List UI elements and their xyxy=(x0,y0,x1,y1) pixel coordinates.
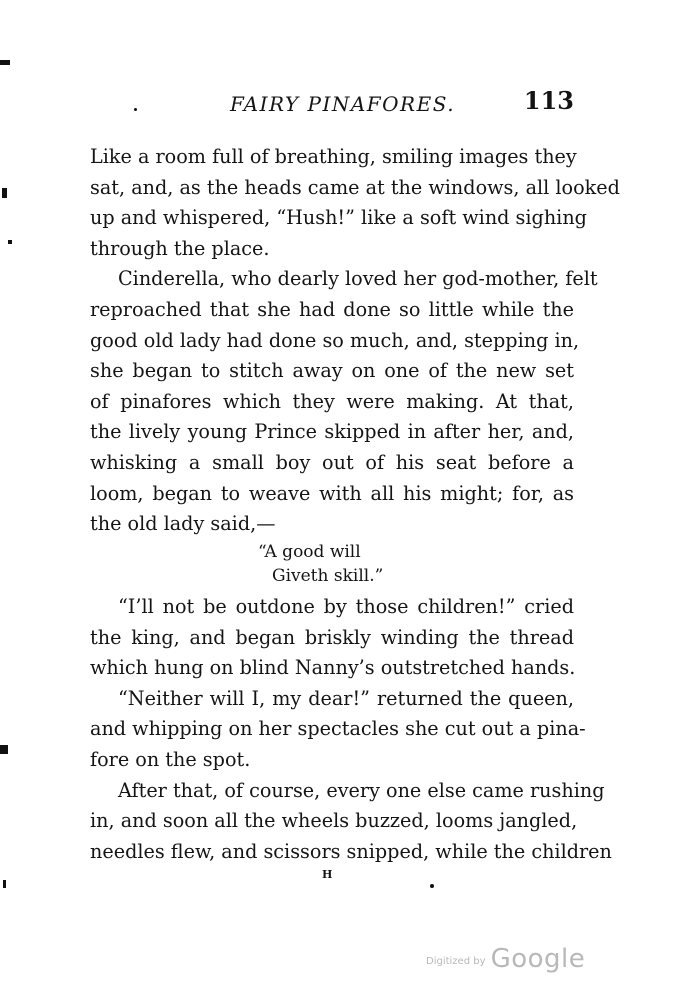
verse-quote xyxy=(258,540,383,588)
text-line: whisking a small boy out of his seat before a xyxy=(90,450,574,474)
text-line: up and whispered, “Hush!” like a soft wind sighing xyxy=(90,206,587,230)
text-line: fore on the spot. xyxy=(90,747,251,771)
text-line: which hung on blind Nanny’s outstretched hands. xyxy=(90,656,576,680)
paragraph xyxy=(90,264,598,539)
running-title: FAIRY PINAFORES. xyxy=(230,92,456,116)
margin-mark xyxy=(0,60,10,65)
text-line: in, and soon all the wheels buzzed, looms jangled, xyxy=(90,809,578,833)
text-line: the king, and began briskly winding the thread xyxy=(90,625,574,649)
paragraph xyxy=(90,592,574,684)
text-line: needles flew, and scissors snipped, while the children xyxy=(90,839,612,863)
text-line: she began to stitch away on one of the new set xyxy=(90,359,574,383)
text-line: loom, began to weave with all his might; for, as xyxy=(90,481,574,505)
paragraph xyxy=(90,776,612,868)
text-line: through the place. xyxy=(90,236,270,260)
text-line: After that, of course, every one else came rushing xyxy=(118,778,605,802)
text-line: reproached that she had done so little while the xyxy=(90,297,574,321)
google-logo: Google xyxy=(490,944,586,974)
verse-line: Giveth skill.” xyxy=(272,566,384,586)
text-line: “Neither will I, my dear!” returned the queen, xyxy=(118,686,574,710)
page-header xyxy=(90,86,574,122)
body-text-bottom xyxy=(90,592,612,867)
margin-mark xyxy=(0,745,8,754)
page-number: 113 xyxy=(523,86,574,115)
margin-mark xyxy=(2,188,7,198)
margin-mark xyxy=(8,240,12,244)
paragraph xyxy=(90,684,586,776)
text-line: the old lady said,— xyxy=(90,512,276,536)
text-line: good old lady had done so much, and, stepping in, xyxy=(90,328,580,352)
digitized-prefix: Digitized by xyxy=(426,956,486,967)
text-line: of pinafores which they were making. At that, xyxy=(90,389,574,413)
verse-line: “A good will xyxy=(258,542,361,562)
text-line: Like a room full of breathing, smiling images they xyxy=(90,145,577,168)
paragraph xyxy=(90,142,620,264)
text-line: the lively young Prince skipped in after her, and, xyxy=(90,420,574,444)
text-line: “I’ll not be outdone by those children!” cried xyxy=(118,595,574,618)
signature-mark: H xyxy=(322,868,333,881)
body-text-top xyxy=(90,142,620,540)
text-line: and whipping on her spectacles she cut out a pina- xyxy=(90,717,586,741)
margin-mark xyxy=(3,880,6,888)
text-line: Cinderella, who dearly loved her god-mother, felt xyxy=(118,267,598,291)
text-line: sat, and, as the heads came at the windows, all looked xyxy=(90,175,620,199)
digitized-watermark xyxy=(426,944,585,974)
speck xyxy=(430,884,434,888)
